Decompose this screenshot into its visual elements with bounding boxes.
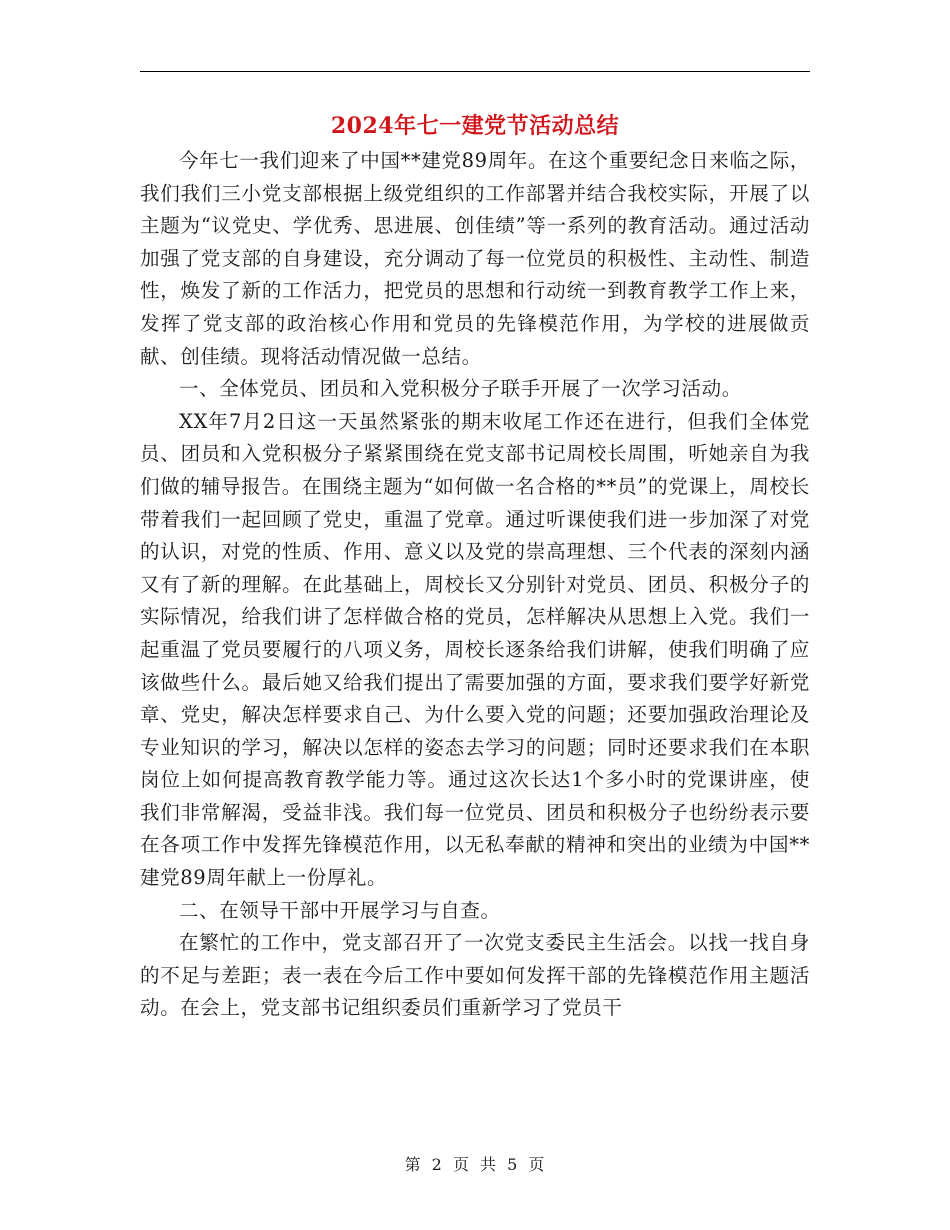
body-paragraph: XX年7月2日这一天虽然紧张的期末收尾工作还在进行，但我们全体党员、团员和入党积极分子紧紧围绕在党支部书记周校长周围，听她亲自为我们做的辅导报告。在围绕主题为“如何做一名合格的**员”的党课上，周校长带着我们一起回顾了党史，重温了党章。通过听课使我们进一步加深了对党的认识，对党的性质、作用、意义以及党的崇高理想、三个代表的深刻内涵又有了新的理解。在此基础上，周校长又分别针对党员、团员、积极分子的实际情况，给我们讲了怎样做合格的党员，怎样解决从思想上入党。我们一起重温了党员要履行的八项义务，周校长逐条给我们讲解，使我们明确了应该做些什么。最后她又给我们提出了需要加强的方面，要求我们要学好新党章、党史，解决怎样要求自己、为什么要入党的问题；还要加强政治理论及专业知识的学习，解决以怎样的姿态去学习的问题；同时还要求我们在本职岗位上如何提高教育教学能力等。通过这次长达1个多小时的党课讲座，使我们非常解渴，受益非浅。我们每一位党员、团员和积极分子也纷纷表示要在各项工作中发挥先锋模范作用，以无私奉献的精神和突出的业绩为中国**建党89周年献上一份厚礼。 [140, 409, 810, 890]
page-number-footer: 第 2 页 共 5 页 [404, 1155, 546, 1174]
document-title: 2024年七一建党节活动总结 [330, 113, 620, 139]
document-body [140, 145, 810, 1025]
header-rule [140, 71, 810, 72]
section-heading: 一、全体党员、团员和入党积极分子联手开展了一次学习活动。 [179, 377, 742, 401]
body-paragraph: 在繁忙的工作中，党支部召开了一次党支委民主生活会。以找一找自身的不足与差距；表一表在今后工作中要如何发挥干部的先锋模范作用主题活动。在会上，党支部书记组织委员们重新学习了党员干 [140, 931, 810, 1020]
section-heading: 二、在领导干部中开展学习与自查。 [179, 898, 501, 922]
body-paragraph: 今年七一我们迎来了中国**建党89周年。在这个重要纪念日来临之际，我们我们三小党支部根据上级党组织的工作部署并结合我校实际，开展了以主题为“议党史、学优秀、思进展、创佳绩”等一系列的教育活动。通过活动加强了党支部的自身建设，充分调动了每一位党员的积极性、主动性、制造性，焕发了新的工作活力，把党员的思想和行动统一到教育教学工作上来，发挥了党支部的政治核心作用和党员的先锋模范作用，为学校的进展做贡献、创佳绩。现将活动情况做一总结。 [140, 149, 810, 368]
